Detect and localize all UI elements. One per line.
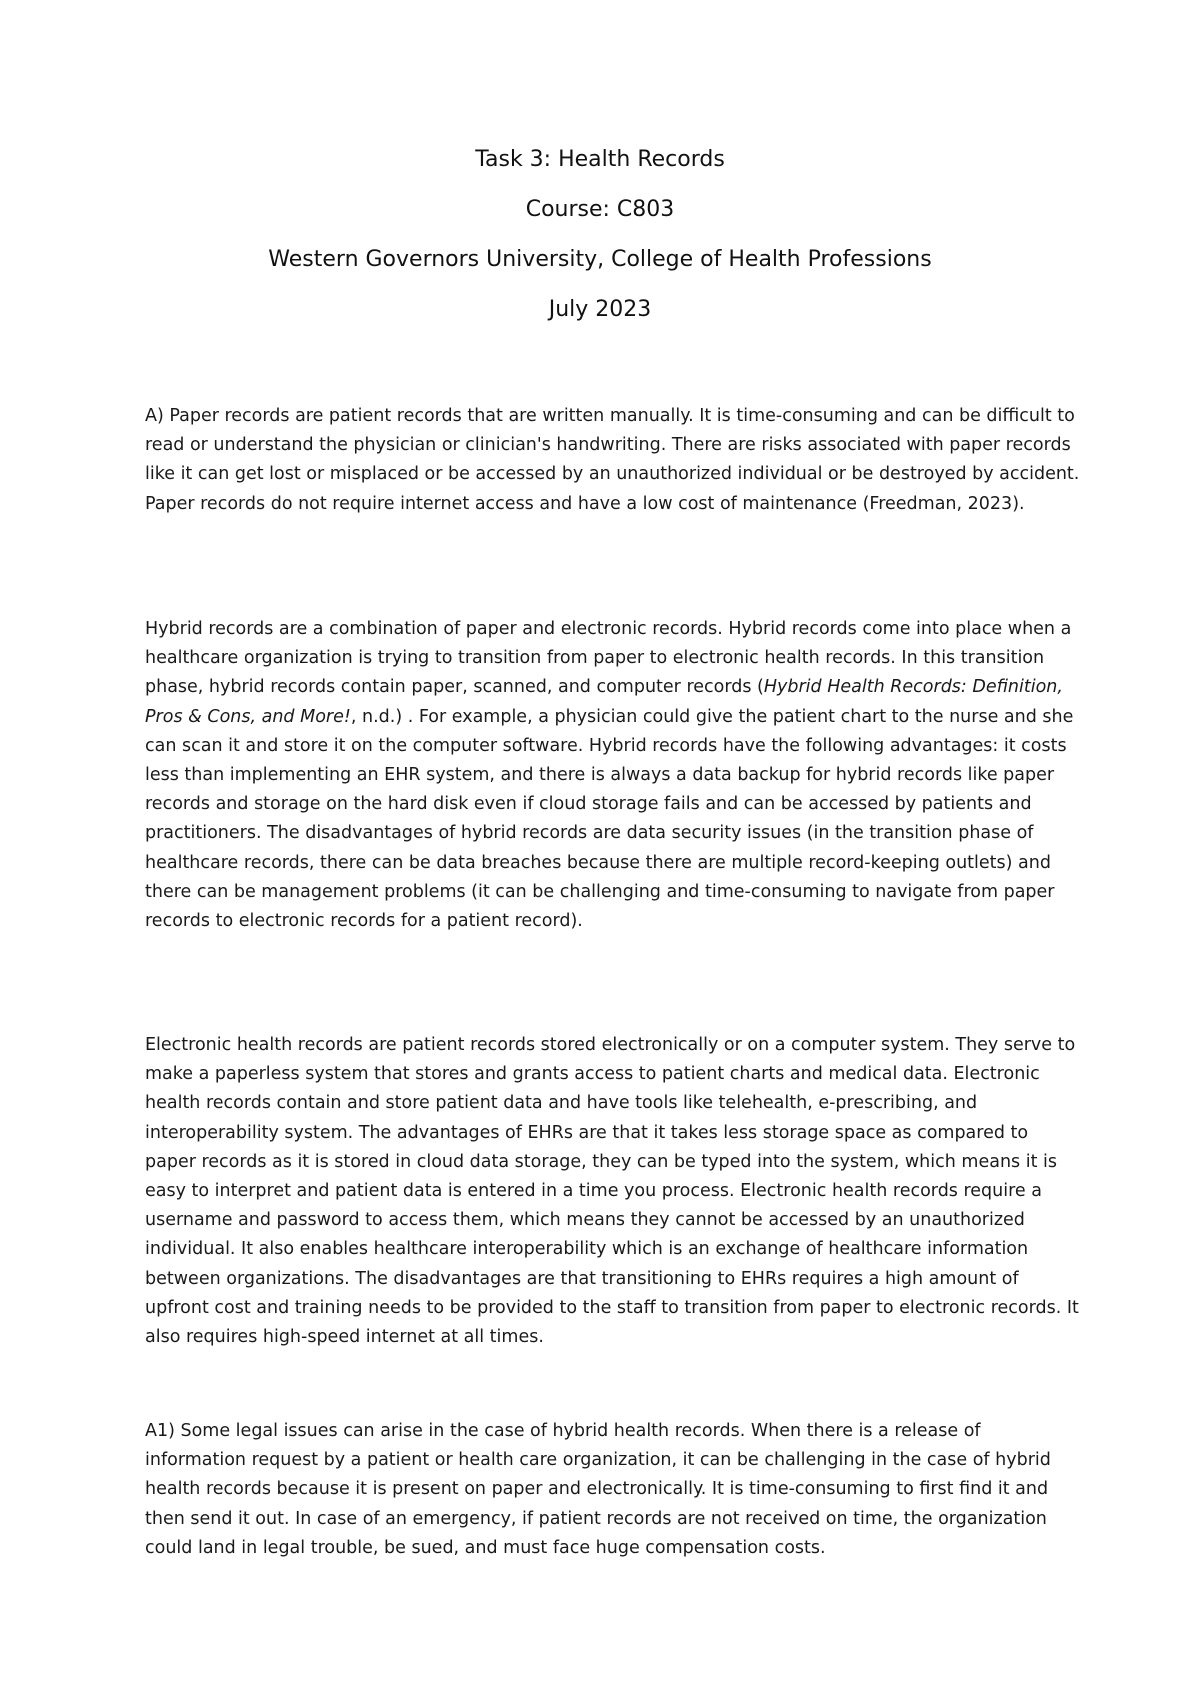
institution-line: Western Governors University, College of Health Professions <box>268 247 932 272</box>
title-block <box>0 145 1200 345</box>
course-line: Course: C803 <box>525 197 675 222</box>
hybrid-records-paragraph <box>145 615 1080 936</box>
paper-records-section <box>145 402 1080 519</box>
legal-issues-section <box>145 1417 1080 1563</box>
electronic-records-section <box>145 1031 1080 1352</box>
paper-records-paragraph: A) Paper records are patient records that are written manually. It is time-consuming and can be difficult to read or understand the physician or clinician's handwriting. There are risks associated with paper records like it can get lost or misplaced or be accessed by an unauthorized individual or be destroyed by accident. Paper records do not require internet access and have a low cost of maintenance (Freedman, 2023). <box>145 406 1080 514</box>
hybrid-text-start: Hybrid records are a combination of paper and electronic records. Hybrid records come into place when a healthcare organization is trying to transition from paper to electronic health records. In this transition phase, hybrid records contain paper, scanned, and computer records ( <box>145 619 1072 698</box>
legal-issues-paragraph: A1) Some legal issues can arise in the case of hybrid health records. When there is a release of information request by a patient or health care organization, it can be challenging in the case of hybrid health records because it is present on paper and electronically. It is time-consuming to first find it and then send it out. In case of an emergency, if patient records are not received on time, the organization could land in legal trouble, be sued, and must face huge compensation costs. <box>145 1421 1051 1558</box>
hybrid-citation-title: Hybrid Health Records: Definition, Pros & Cons, and More! <box>145 677 1063 727</box>
electronic-records-paragraph: Electronic health records are patient records stored electronically or on a computer system. They serve to make a paperless system that stores and grants access to patient charts and medical data. Electronic health records contain and store patient data and have tools like telehealth, e-prescribing, and interoperability system. The advantages of EHRs are that it takes less storage space as compared to paper records as it is stored in cloud data storage, they can be typed into the system, which means it is easy to interpret and patient data is entered in a time you process. Electronic health records require a username and password to access them, which means they cannot be accessed by an unauthorized individual. It also enables healthcare interoperability which is an exchange of healthcare information between organizations. The disadvantages are that transitioning to EHRs requires a high amount of upfront cost and training needs to be provided to the staff to transition from paper to electronic records. It also requires high-speed internet at all times. <box>145 1035 1079 1348</box>
hybrid-text-end: , n.d.) . For example, a physician could give the patient chart to the nurse and she can scan it and store it on the computer software. Hybrid records have the following advantages: it costs less than implementing an EHR system, and there is always a data backup for hybrid records like paper records and storage on the hard disk even if cloud storage fails and can be accessed by patients and practitioners. The disadvantages of hybrid records are data security issues (in the transition phase of healthcare records, there can be data breaches because there are multiple record-keeping outlets) and there can be management problems (it can be challenging and time-consuming to navigate from paper records to electronic records for a patient record). <box>145 706 1074 932</box>
document-title: Task 3: Health Records <box>475 147 725 172</box>
hybrid-records-section <box>145 615 1080 936</box>
date-line: July 2023 <box>548 297 652 322</box>
